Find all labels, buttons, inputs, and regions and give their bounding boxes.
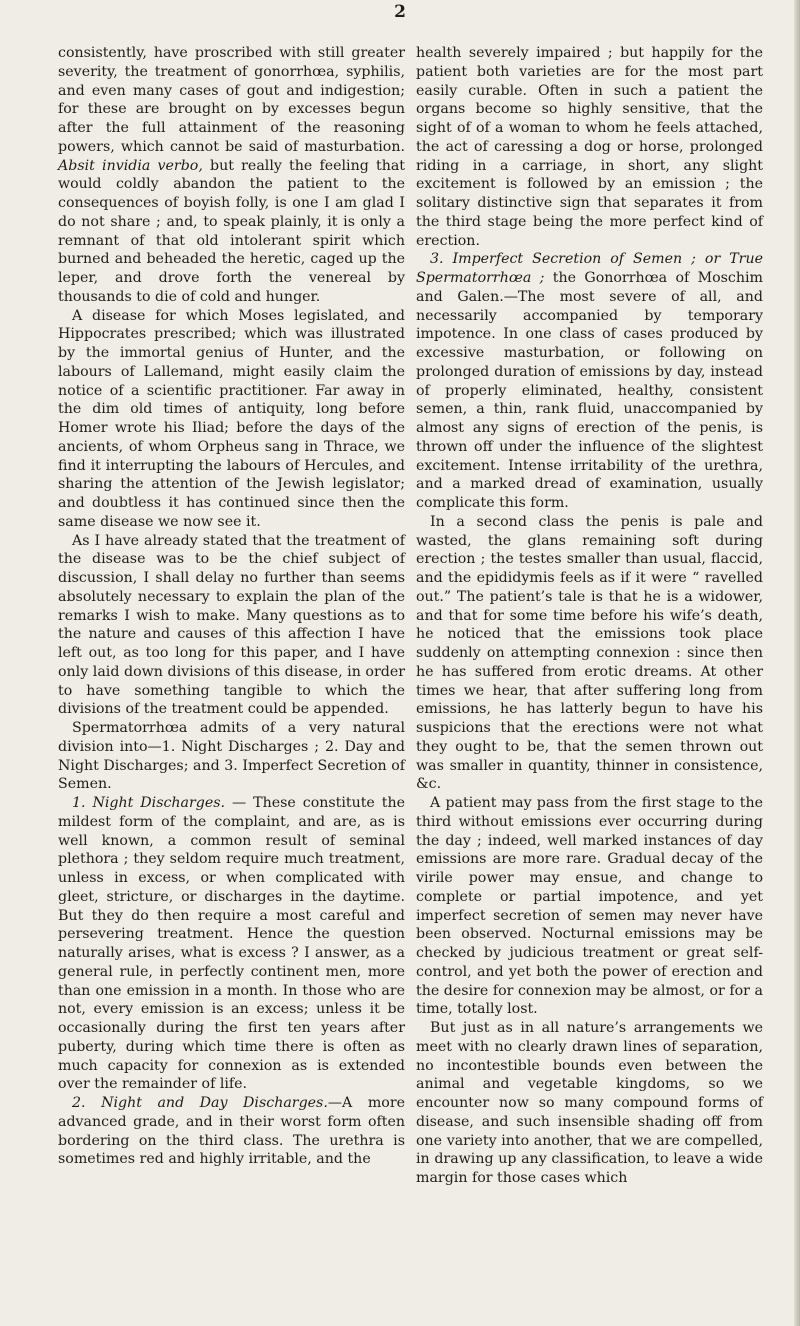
paragraph: 1. Night Discharges. — These constitute the mildest form of the complaint, and are, as is well known, a common result of seminal plethora ; they seldom require much treatment, unless in excess, or when complicated with gleet, stricture, or discharges in the daytime. But they do then require a most careful and persevering treatment. Hence the question naturally arises, what is excess ? I answer, as a general rule, in perfectly continent men, more than one emission in a month. In those who are not, every emission is an excess; unless it be occasionally during the first ten years after puberty, during which time there is often as much capacity for connexion as is extended over the remainder of life. <box>58 795 406 1093</box>
paragraph: But just as in all nature’s arrangements we meet with no clearly drawn lines of separation, no incontestible bounds even between the animal and vegetable kingdoms, so we encounter now so many compound forms of disease, and such insensible shading off from one variety into another, that we are compelled, in drawing up any classification, to leave a wide margin for those cases which <box>416 1020 763 1186</box>
page-edge <box>794 0 800 1326</box>
paragraph: A disease for which Moses legislated, and Hippocrates prescribed; which was illustrated by the immortal genius of Hunter, and the labours of Lallemand, might easily claim the notice of a scientific practitioner. Far away in the dim old times of antiquity, long before Homer wrote his Iliad; before the days of the ancients, of whom Orpheus sang in Thrace, we find it interrupting the labours of Hercules, and sharing the attention of the Jewish legislator; and doubtless it has continued since then the same disease we now see it. <box>58 307 405 530</box>
section-heading: 3. Imperfect Secretion of Semen ; or True Spermatorrhœa ; <box>416 251 763 286</box>
paragraph: A patient may pass from the first stage to the third without emissions ever occurring during the day ; indeed, well marked instances of day emissions are more rare. Gradual decay of the virile power may ensue, and change to complete or partial impotence, and yet imperfect secretion of semen may never have been observed. Nocturnal emissions may be checked by judicious treatment or great self-control, and yet both the power of erection and the desire for connexion may be almost, or for a time, totally lost. <box>416 795 763 1018</box>
latin-phrase: Absit invidia verbo, <box>58 157 203 174</box>
section-heading: 1. Night Discharges. <box>72 795 226 811</box>
paragraph: In a second class the penis is pale and wasted, the glans remaining soft during erection ; the testes smaller than usual, flaccid, and the epididymis feels as if it were “ ravelled out.” The patient’s tale is that he is a widower, and that for some time before his wife’s death, he noticed that the emissions took place suddenly on attempting connexion : since then he has suffered from erotic dreams. At other times we hear, that after suffering long from emissions, he has latterly begun to have his suspicions that the erections were not what they ought to be, that the semen thrown out was smaller in quantity, thinner in consistence, &c. <box>416 513 763 793</box>
right-column <box>416 44 763 1188</box>
left-column <box>58 44 405 1169</box>
paragraph: health severely impaired ; but happily for the patient both varieties are for the most part easily curable. Often in such a patient the organs become so highly sensitive, that the sight of of a woman to whom he feels attached, the act of caressing a dog or horse, prolonged riding in a carriage, in short, any slight excitement is followed by an emission ; the solitary distinctive sign that separates it from the third stage being the more perfect kind of erection. <box>416 45 763 249</box>
section-heading: 2. Night and Day Discharges. <box>72 1095 328 1111</box>
paragraph: Spermatorrhœa admits of a very natural division into—1. Night Discharges ; 2. Day and Night Discharges; and 3. Imperfect Secretion of Semen. <box>58 720 405 793</box>
paragraph: consistently, have proscribed with still greater severity, the treatment of gonorrhœa, syphilis, and even many cases of gout and indigestion; for these are brought on by excesses begun after the full attainment of the reasoning powers, which cannot be said of masturbation. Absit invidia verbo, but really the feeling that would coldly abandon the patient to the consequences of boyish folly, is one I am glad I do not share ; and, to speak plainly, it is only a remnant of that old intolerant spirit which burned and beheaded the heretic, caged up the leper, and drove forth the venereal by thousands to die of cold and hunger. <box>58 45 405 305</box>
page-number: 2 <box>394 2 406 22</box>
paragraph: As I have already stated that the treatment of the disease was to be the chief subject of discussion, I shall delay no further than seems absolutely necessary to explain the plan of the remarks I wish to make. Many questions as to the nature and causes of this affection I have left out, as too long for this paper, and I have only laid down divisions of this disease, in order to have something tangible to which the divisions of the treatment could be appended. <box>58 532 405 718</box>
paragraph: 2. Night and Day Discharges.—A more advanced grade, and in their worst form often bordering on the third class. The urethra is sometimes red and highly irritable, and the <box>58 1095 405 1168</box>
paragraph: 3. Imperfect Secretion of Semen ; or True Spermatorrhœa ; the Gonorrhœa of Moschim and Galen.—The most severe of all, and necessarily accompanied by temporary impotence. In one class of cases produced by excessive masturbation, or following on prolonged duration of emissions by day, instead of properly eliminated, healthy, consistent semen, a thin, rank fluid, unaccompanied by almost any signs of erection of the penis, is thrown off under the influence of the slightest excitement. Intense irritability of the urethra, and a marked dread of examination, usually complicate this form. <box>416 251 763 511</box>
